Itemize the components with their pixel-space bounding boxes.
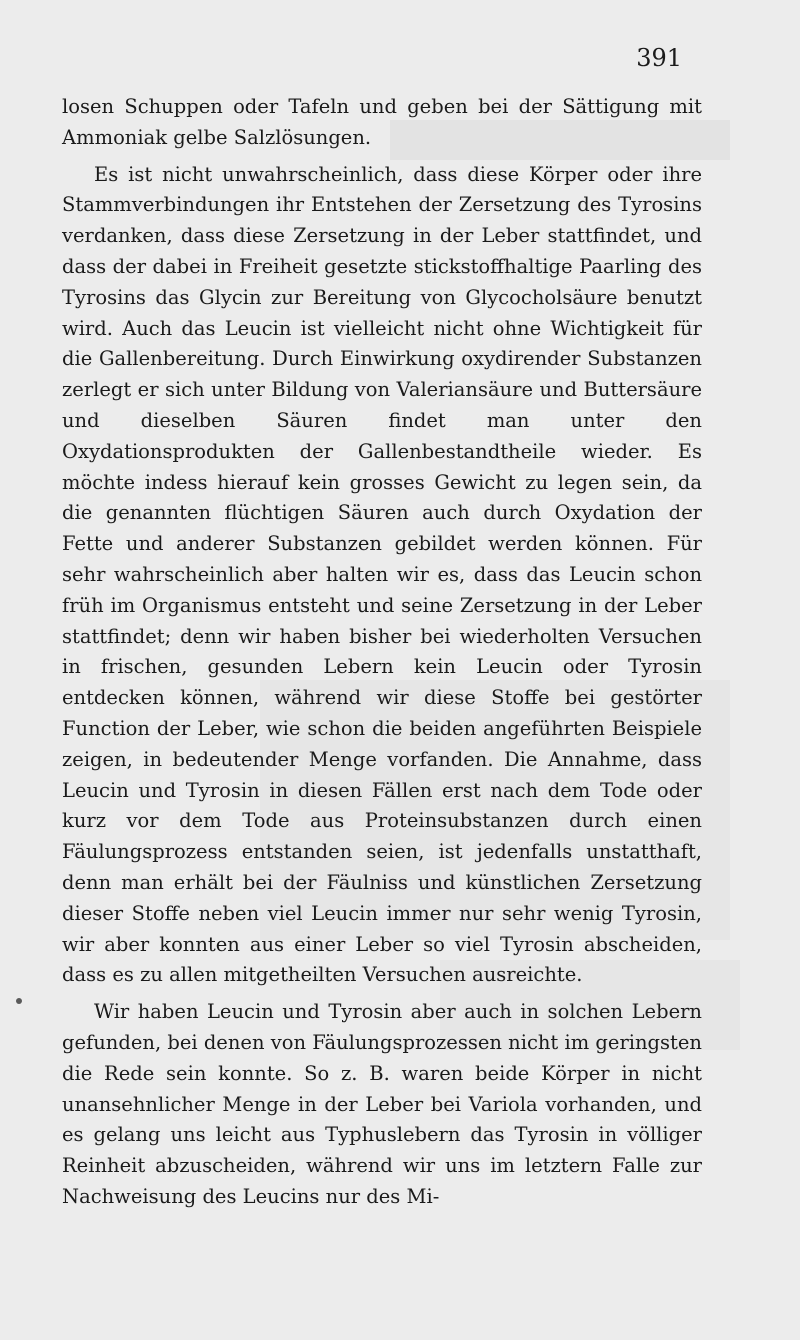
paragraph-1: losen Schuppen oder Tafeln und geben bei der Sättigung mit Ammoniak gelbe Salzlösungen.: [62, 95, 702, 149]
paragraph-3: Wir haben Leucin und Tyrosin aber auch in solchen Lebern gefunden, bei denen von Fäulungsprozessen nicht im geringsten die Rede sein konnte. So z. B. waren beide Körper in nicht unansehnlicher Menge in der Leber bei Variola vorhanden, und es gelang uns leicht aus Typhuslebern das Tyrosin in völliger Reinheit abzuscheiden, während wir uns im letztern Falle zur Nachweisung des Leucins nur des Mi-: [62, 1000, 702, 1208]
page-number: 391: [636, 44, 682, 72]
paper-speckle: [16, 998, 22, 1004]
page-body: [62, 92, 702, 1213]
paragraph-2: Es ist nicht unwahrscheinlich, dass diese Körper oder ihre Stammverbindungen ihr Entstehen der Zersetzung des Tyrosins verdanken, dass diese Zersetzung in der Leber stattfindet, und dass der dabei in Freiheit gesetzte stickstoffhaltige Paarling des Tyrosins das Glycin zur Bereitung von Glycocholsäure benutzt wird. Auch das Leucin ist vielleicht nicht ohne Wichtigkeit für die Gallenbereitung. Durch Einwirkung oxydirender Substanzen zerlegt er sich unter Bildung von Valeriansäure und Buttersäure und dieselben Säuren findet man unter den Oxydationsprodukten der Gallenbestandtheile wieder. Es möchte indess hierauf kein grosses Gewicht zu legen sein, da die genannten flüchtigen Säuren auch durch Oxydation der Fette und anderer Substanzen gebildet werden können. Für sehr wahrscheinlich aber halten wir es, dass das Leucin schon früh im Organismus entsteht und seine Zersetzung in der Leber stattfindet; denn wir haben bisher bei wiederholten Versuchen in frischen, gesunden Lebern kein Leucin oder Tyrosin entdecken können, während wir diese Stoffe bei gestörter Function der Leber, wie schon die beiden angeführten Beispiele zeigen, in bedeutender Menge vorfanden. Die Annahme, dass Leucin und Tyrosin in diesen Fällen erst nach dem Tode oder kurz vor dem Tode aus Proteinsubstanzen durch einen Fäulungsprozess entstanden seien, ist jedenfalls unstatthaft, denn man erhält bei der Fäulniss und künstlichen Zersetzung dieser Stoffe neben viel Leucin immer nur sehr wenig Tyrosin, wir aber konnten aus einer Leber so viel Tyrosin abscheiden, dass es zu allen mitgetheilten Versuchen ausreichte.: [62, 162, 702, 987]
